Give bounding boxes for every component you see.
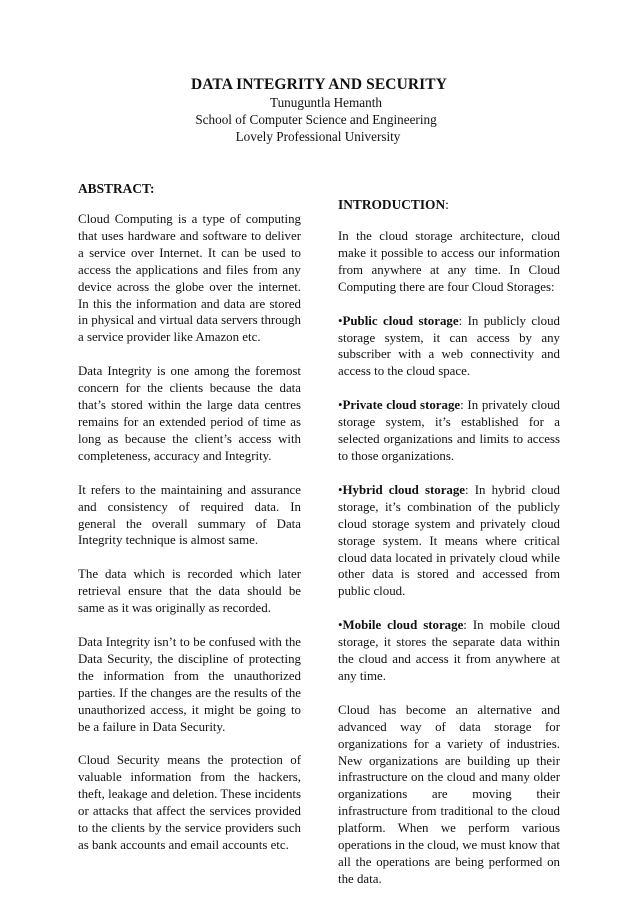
storage-type-item [338, 482, 560, 600]
storage-type-separator: : [460, 398, 464, 413]
storage-type-text: In hybrid cloud storage, it’s combination of the publicly cloud storage system and privately cloud storage system. It means where critical cloud data located in privately cloud while other data is stored and accessed from public cloud. [338, 482, 560, 599]
storage-type-item [338, 617, 560, 685]
bullet-icon: • [338, 313, 343, 328]
abstract-paragraph: Cloud Security means the protection of valuable information from the hackers, theft, leakage and deletion. These incidents or attacks that affect the services provided to the clients by the service providers such as bank accounts and email accounts etc. [78, 753, 301, 852]
storage-type-separator: : [458, 313, 463, 328]
bullet-icon: • [338, 482, 343, 497]
abstract-paragraph: Cloud Computing is a type of computing that uses hardware and software to deliver a service over Internet. It can be used to access the applications and files from any device across the globe over the internet. In this the information and data are stored in physical and virtual data servers through a service provider like Amazon etc. [78, 212, 301, 345]
storage-type-separator: : [465, 482, 469, 497]
paper-header [0, 76, 638, 145]
abstract-heading-colon: : [149, 181, 155, 196]
introduction-heading-text: INTRODUCTION [338, 197, 446, 212]
abstract-paragraph: It refers to the maintaining and assurance and consistency of required data. In general the overall summary of Data Integrity technique is almost same. [78, 482, 301, 548]
storage-type-item [338, 397, 560, 465]
introduction-column [338, 196, 560, 905]
abstract-paragraph: Data Integrity isn’t to be confused with the Data Security, the discipline of protecting the information from the unauthorized parties. If the changes are the results of the unauthorized access, it might be going to be a failure in Data Security. [78, 635, 301, 734]
bullet-icon: • [338, 618, 343, 633]
storage-type-text: In privately cloud storage system, it’s established for a selected organizations and limits to access to those organizations. [338, 398, 560, 463]
author-school: School of Computer Science and Engineering [195, 112, 437, 127]
storage-type-text: In publicly cloud storage system, it can access by any subscriber with a web connectivity and access to the cloud space. [338, 313, 561, 379]
author-university: Lovely Professional University [235, 129, 401, 144]
storage-type-term: Hybrid cloud storage [342, 482, 466, 497]
storage-type-item [338, 313, 560, 381]
bullet-icon: • [338, 398, 343, 413]
introduction-heading-colon: : [445, 197, 449, 212]
abstract-column [78, 180, 301, 871]
author-name: Tunuguntla Hemanth [270, 95, 382, 110]
introduction-paragraph: In the cloud storage architecture, cloud make it possible to access our information from anywhere at any time. In Cloud Computing there are four Cloud Storages: [338, 229, 560, 294]
introduction-paragraph: Cloud has become an alternative and advanced way of data storage for organizations for a variety of industries. New organizations are building up their infrastructure on the cloud and many older organizations are moving their infrastructure from traditional to the cloud platform. When we perform various operations in the cloud, we must know that all the operations are being performed on the data. [338, 702, 560, 886]
storage-type-term: Mobile cloud storage [342, 618, 464, 633]
introduction-heading [338, 196, 560, 213]
storage-type-term: Private cloud storage [342, 398, 461, 413]
abstract-paragraph: Data Integrity is one among the foremost concern for the clients because the data that’s stored within the large data centres remains for an extended period of time as long as because the client’s access with completeness, accuracy and Integrity. [78, 364, 301, 463]
abstract-heading-text: ABSTRACT [78, 181, 150, 196]
storage-type-term: Public cloud storage [342, 313, 459, 328]
abstract-paragraph: The data which is recorded which later retrieval ensure that the data should be same as it was originally as recorded. [78, 567, 301, 616]
storage-type-text: In mobile cloud storage, it stores the separate data within the cloud and access it from anywhere at any time. [338, 618, 560, 683]
abstract-heading [78, 180, 301, 197]
storage-type-separator: : [463, 618, 467, 633]
paper-title: DATA INTEGRITY AND SECURITY [190, 76, 448, 93]
